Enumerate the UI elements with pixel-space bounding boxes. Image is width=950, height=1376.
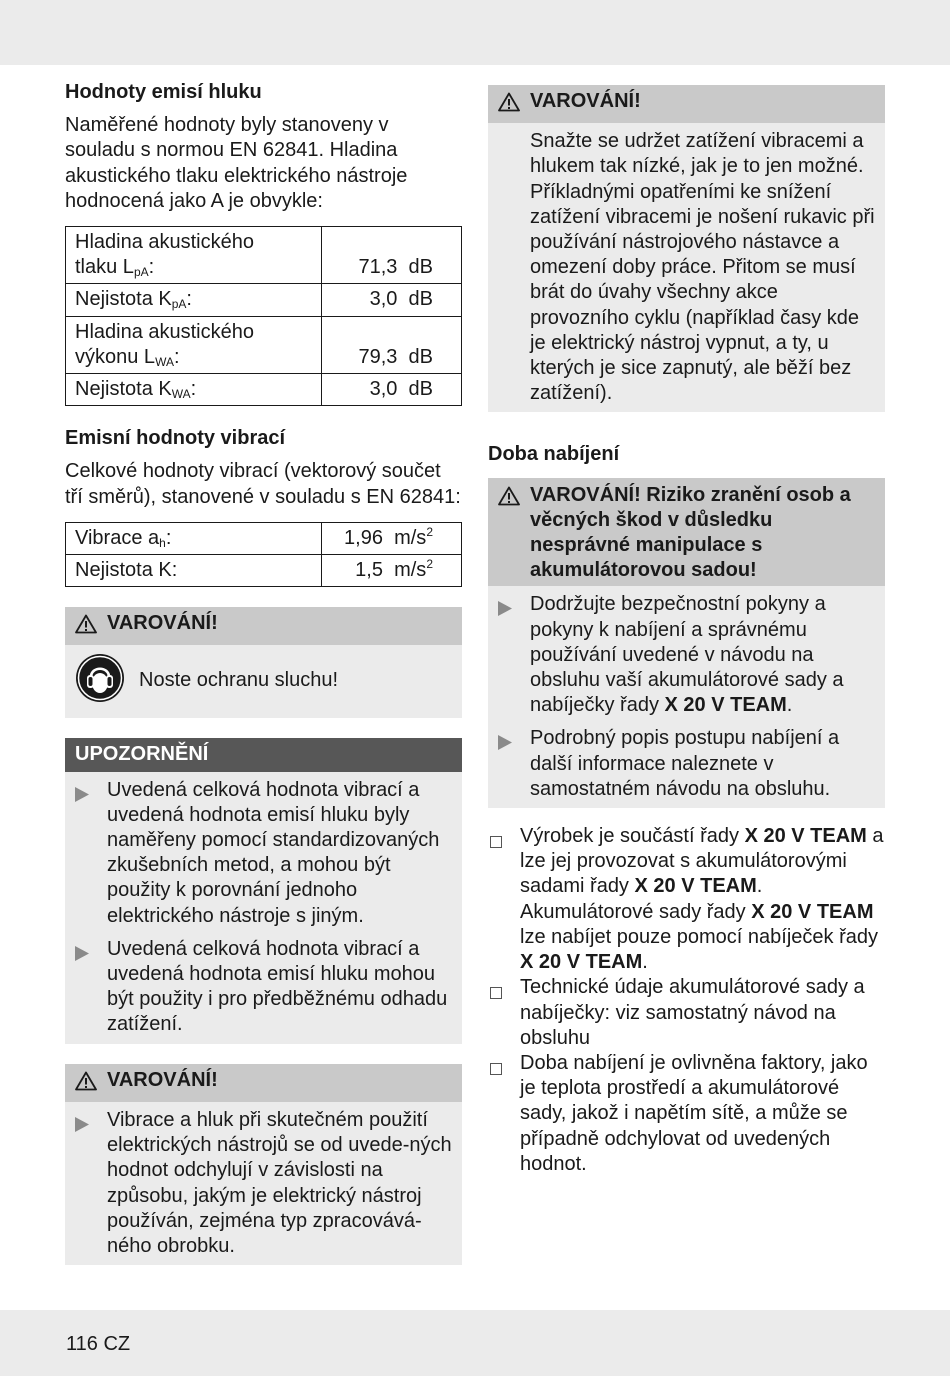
warning-triangle-icon (498, 483, 530, 584)
table-row: Nejistota K: 1,5 $m/s^2$ (66, 555, 462, 587)
right-column (488, 85, 885, 1177)
table-row: Hladina akustického výkonu $L_{WA}$: 79,3 dB (66, 316, 462, 373)
warning-header: VAROVÁNÍ! Riziko zranění osob a věcných škod v důsledku nesprávné manipulace s akumulátorovou sadou! (488, 478, 885, 587)
vibration-warning-box (65, 1064, 462, 1265)
workload-warning-box (488, 85, 885, 412)
notice-header: UPOZORNĚNÍ (65, 738, 462, 771)
checkbox-square-icon (488, 975, 520, 1051)
list-item: Dodržujte bezpečnostní pokyny a pokyny k nabíjení a správnému používání uvedené v návodu na obsluhu vaší akumulátorové sady a nabíječky řady X 20 V TEAM. (498, 592, 877, 718)
vibration-intro: Celkové hodnoty vibrací (vektorový součet tří směrů), stanovené v souladu s EN 62841: (65, 460, 461, 508)
noise-table (65, 226, 462, 406)
list-item: Vibrace a hluk při skutečném použití elektrických nástrojů se od uvede-ných hodnot odchylují v závislosti na způsobu, jakým je elektrický nástroj používán, zejména typ zpracovává-ného obrobku. (75, 1108, 454, 1259)
warning-triangle-icon (75, 611, 107, 641)
warning-triangle-icon (75, 1068, 107, 1098)
list-item: Výrobek je součástí řady X 20 V TEAM a lze jej provozovat s akumulátorovými sadami řady X 20 V TEAM. Akumulátorové sady řady X 20 V TEAM lze nabíjet pouze pomocí nabíječek řady X 20 V TEAM. (488, 824, 885, 975)
checkbox-square-icon (488, 824, 520, 975)
vibration-title: Emisní hodnoty vibrací (65, 427, 286, 450)
noise-title: Hodnoty emisí hluku (65, 81, 262, 103)
checkbox-square-icon (488, 1051, 520, 1177)
vibration-table (65, 522, 462, 587)
notice-box (65, 738, 462, 1043)
arrow-icon (75, 778, 107, 929)
warning-header: VAROVÁNÍ! (65, 607, 462, 645)
bottom-bar (0, 1310, 950, 1376)
ear-protection-icon (75, 653, 139, 708)
list-item: Uvedená celková hodnota vibrací a uvedená hodnota emisí hluku byly naměřeny pomocí standardizovaných zkušebních metod, a mohou být použity k porovnání jednoho elektrického nástroje s jiným. (75, 778, 454, 929)
arrow-icon (75, 937, 107, 1038)
warning-header: VAROVÁNÍ! (65, 1064, 462, 1102)
arrow-icon (498, 726, 530, 802)
arrow-icon (75, 1108, 107, 1259)
list-item: Uvedená celková hodnota vibrací a uvedená hodnota emisí hluku mohou být použity i pro předběžnému odhadu zatížení. (75, 937, 454, 1038)
left-column (65, 80, 462, 1265)
hearing-warning-text: Noste ochranu sluchu! (139, 669, 339, 692)
list-item: Technické údaje akumulátorové sady a nabíječky: viz samostatný návod na obsluhu (488, 975, 885, 1051)
warning-triangle-icon (498, 89, 530, 119)
arrow-icon (498, 592, 530, 718)
list-item: Podrobný popis postupu nabíjení a další informace naleznete v samostatném návodu na obsluhu. (498, 726, 877, 802)
charging-title: Doba nabíjení (488, 443, 620, 466)
table-row: Nejistota $K_{WA}$: 3,0 dB (66, 374, 462, 406)
top-bar (0, 0, 950, 65)
noise-intro: Naměřené hodnoty byly stanoveny v souladu s normou EN 62841. Hladina akustického tlaku elektrického nástroje hodnocená jako A je obvykle: (65, 114, 408, 212)
table-row: Nejistota $K_{pA}$: 3,0 dB (66, 284, 462, 316)
page-number: 116 CZ (66, 1333, 131, 1355)
table-row: Hladina akustického tlaku $L_{pA}$: 71,3 dB (66, 227, 462, 284)
table-row: Vibrace $a_h$: 1,96 $m/s^2$ (66, 522, 462, 554)
battery-warning-box (488, 478, 885, 808)
list-item: Doba nabíjení je ovlivněna faktory, jako je teplota prostředí a akumulátorové sady, jakož i napětím sítě, a může se případně odchylovat od uvedených hodnot. (488, 1051, 885, 1177)
charging-list (488, 824, 885, 1177)
warning-header: VAROVÁNÍ! (488, 85, 885, 123)
hearing-warning-box (65, 607, 462, 718)
workload-warning-text: Snažte se udržet zatížení vibracemi a hlukem tak nízké, jak je to jen možné. Příkladnými opatřeními ke snížení zatížení vibracemi je nošení rukavic při používání nástrojového nástavce a omezení doby práce. Přitom se musí brát do úvahy všechny akce provozního cyklu (například časy kde je elektrický nástroj vypnut, a ty, u kterých je sice zapnutý, ale běží bez zatížení). (530, 130, 875, 405)
